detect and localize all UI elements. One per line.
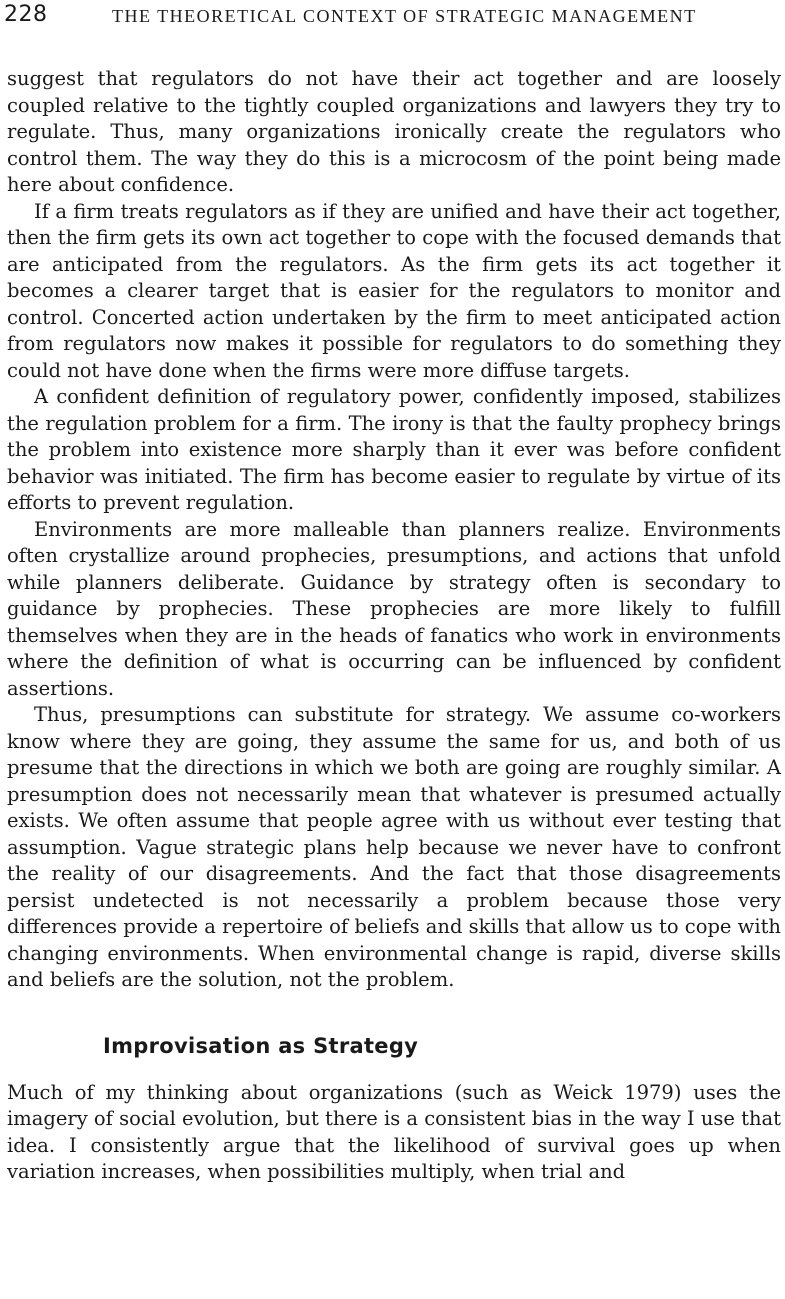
paragraph: Thus, presumptions can substitute for strategy. We assume co-workers know where they are going, they assume the same for us, and both of us presume that the directions in which we both are going are roughly similar. A presumption does not necessarily mean that whatever is presumed actually exists. We often assume that people agree with us without ever testing that assumption. Vague strategic plans help because we never have to confront the reality of our disagreements. And the fact that those disagreements persist undetected is not necessarily a problem because those very differences provide a repertoire of beliefs and skills that allow us to cope with changing environments. When environmental change is rapid, diverse skills and beliefs are the solution, not the problem. xyxy=(7,703,781,991)
section-heading: Improvisation as Strategy xyxy=(103,1033,419,1058)
section-first-paragraph: Much of my thinking about organizations (such as Weick 1979) uses the imagery of social evolution, but there is a consistent bias in the way I use that idea. I consistently argue that the likelihood of survival goes up when variation increases, when possibilities multiply, when trial and xyxy=(7,1080,781,1183)
running-title: THE THEORETICAL CONTEXT OF STRATEGIC MANAGEMENT xyxy=(112,6,697,26)
paragraph: Environments are more malleable than planners realize. Environments often crystallize around prophecies, presumptions, and actions that unfold while planners deliberate. Guidance by strategy often is secondary to guidance by prophecies. These prophecies are more likely to fulfill themselves when they are in the heads of fanatics who work in environments where the definition of what is occurring can be influenced by confident assertions. xyxy=(7,517,781,700)
paragraph-continued: suggest that regulators do not have their act together and are loosely coupled relative to the tightly coupled organizations and lawyers they try to regulate. Thus, many organizations ironically create the regulators who control them. The way they do this is a microcosm of the point being made here about confidence. xyxy=(7,67,781,196)
paragraph: If a firm treats regulators as if they are unified and have their act together, then the firm gets its own act together to cope with the focused demands that are anticipated from the regulators. As the firm gets its act together it becomes a clearer target that is easier for the regulators to monitor and control. Concerted action undertaken by the firm to meet anticipated action from regulators now makes it possible for regulators to do something they could not have done when the firms were more diffuse targets. xyxy=(7,199,781,382)
body-text xyxy=(7,66,781,1186)
running-head xyxy=(4,2,780,32)
page-number: 228 xyxy=(4,2,48,27)
paragraph: A confident definition of regulatory power, confidently imposed, stabilizes the regulation problem for a firm. The irony is that the faulty prophecy brings the problem into existence more sharply than it ever was before confident behavior was initiated. The firm has become easier to regulate by virtue of its efforts to prevent regulation. xyxy=(7,385,781,514)
